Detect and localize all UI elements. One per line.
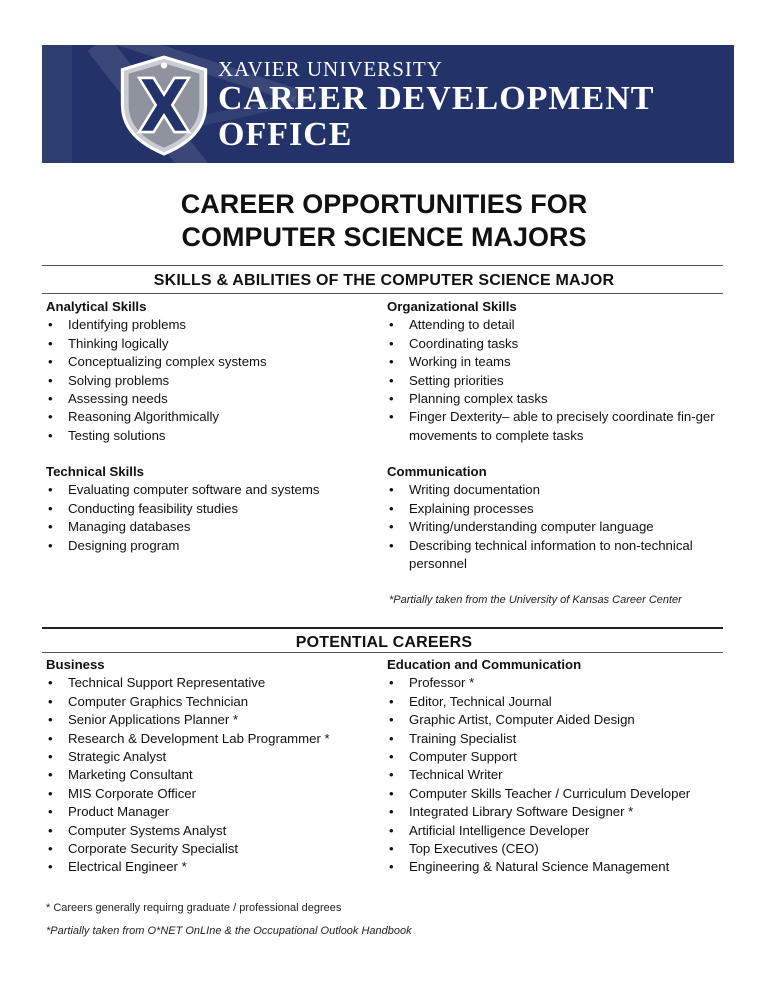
list-item: • Writing documentation [387,481,717,499]
list-item: • Strategic Analyst [46,748,376,766]
list-item: • Managing databases [46,518,366,536]
list-item: • Setting priorities [387,372,717,390]
office-name-line2: OFFICE [218,116,353,153]
list-item: • Conducting feasibility studies [46,500,366,518]
list-item: • Engineering & Natural Science Management [387,858,727,876]
list-item: • Planning complex tasks [387,390,717,408]
list-item: • Conceptualizing complex systems [46,353,366,371]
technical-skills-list [46,481,366,555]
list-item: • Describing technical information to non-technical personnel [387,537,717,574]
technical-skills-block [46,463,366,555]
list-item: • Solving problems [46,372,366,390]
list-item: • Graphic Artist, Computer Aided Design [387,711,727,729]
business-careers-block [46,656,376,877]
list-item: • Testing solutions [46,427,366,445]
communication-skills-block [387,463,717,573]
list-item: • Computer Support [387,748,727,766]
list-item: • Finger Dexterity– able to precisely coordinate fin-ger movements to complete tasks [387,408,717,445]
list-item: • Marketing Consultant [46,766,376,784]
list-item: • Designing program [46,537,366,555]
list-item: • Research & Development Lab Programmer * [46,730,376,748]
divider [42,293,723,294]
header-banner [42,45,734,163]
list-item: • Artificial Intelligence Developer [387,822,727,840]
organizational-skills-heading: Organizational Skills [387,299,517,314]
list-item: • Explaining processes [387,500,717,518]
careers-source-note: *Partially taken from O*NET OnLIne & the Occupational Outlook Handbook [46,925,412,937]
list-item: • Editor, Technical Journal [387,693,727,711]
education-careers-heading: Education and Communication [387,657,582,672]
technical-skills-heading: Technical Skills [46,464,144,479]
university-name: XAVIER UNIVERSITY [218,57,443,81]
list-item: • Computer Systems Analyst [46,822,376,840]
xavier-shield-logo [112,53,216,157]
list-item: • Computer Skills Teacher / Curriculum Developer [387,785,727,803]
skills-section-heading: SKILLS & ABILITIES OF THE COMPUTER SCIENCE MAJOR [153,272,615,289]
degree-footnote: * Careers generally requirng graduate / professional degrees [46,902,342,914]
divider [42,265,723,266]
list-item: • MIS Corporate Officer [46,785,376,803]
list-item: • Product Manager [46,803,376,821]
list-item: • Corporate Security Specialist [46,840,376,858]
education-careers-block [387,656,727,877]
divider [42,627,723,629]
list-item: • Coordinating tasks [387,335,717,353]
list-item: • Electrical Engineer * [46,858,376,876]
organizational-skills-list [387,316,717,445]
skills-source-note: *Partially taken from the University of Kansas Career Center [389,594,682,606]
analytical-skills-block [46,298,366,445]
business-careers-list [46,674,376,876]
communication-skills-list [387,481,717,573]
education-careers-list [387,674,727,876]
list-item: • Evaluating computer software and systems [46,481,366,499]
list-item: • Senior Applications Planner * [46,711,376,729]
banner-decoration [42,45,72,163]
analytical-skills-list [46,316,366,445]
divider [42,652,723,653]
list-item: • Writing/understanding computer language [387,518,717,536]
list-item: • Thinking logically [46,335,366,353]
list-item: • Reasoning Algorithmically [46,408,366,426]
careers-section-heading: POTENTIAL CAREERS [295,634,473,651]
list-item: • Attending to detail [387,316,717,334]
business-careers-heading: Business [46,657,105,672]
list-item: • Training Specialist [387,730,727,748]
list-item: • Technical Writer [387,766,727,784]
page-title [0,188,768,254]
list-item: • Computer Graphics Technician [46,693,376,711]
office-name-line1: CAREER DEVELOPMENT [218,80,655,117]
list-item: • Integrated Library Software Designer * [387,803,727,821]
list-item: • Working in teams [387,353,717,371]
page-title-line1: CAREER OPPORTUNITIES FOR [180,189,588,219]
page-title-line2: COMPUTER SCIENCE MAJORS [181,222,587,252]
organizational-skills-block [387,298,717,445]
list-item: • Technical Support Representative [46,674,376,692]
analytical-skills-heading: Analytical Skills [46,299,147,314]
communication-skills-heading: Communication [387,464,487,479]
list-item: • Assessing needs [46,390,366,408]
list-item: • Professor * [387,674,727,692]
banner-text [218,57,654,153]
list-item: • Top Executives (CEO) [387,840,727,858]
list-item: • Identifying problems [46,316,366,334]
